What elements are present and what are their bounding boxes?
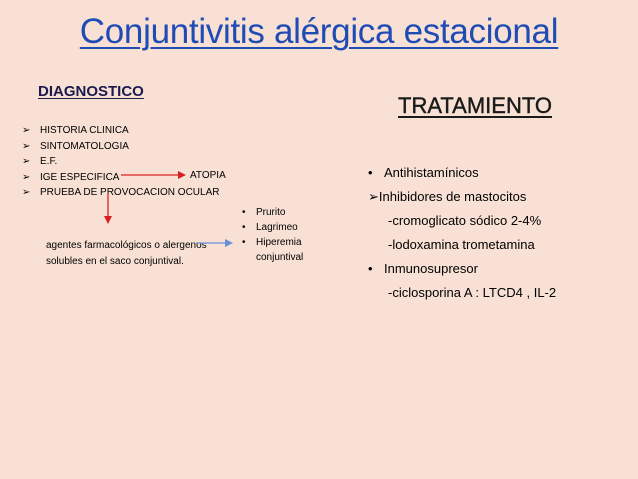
symptom-label: Hiperemia conjuntival <box>256 237 304 263</box>
diagnostico-item-label: E.F. <box>40 156 58 167</box>
diagnostico-item-label: HISTORIA CLINICA <box>40 125 129 136</box>
bullet-dot-icon: • <box>368 165 373 180</box>
tratamiento-subitem <box>368 233 556 257</box>
symptom-label: Lagrimeo <box>256 222 298 233</box>
bullet-dot-icon: • <box>242 222 246 233</box>
tratamiento-item <box>368 161 556 185</box>
symptom-label: Prurito <box>256 207 286 218</box>
diagnostico-heading: DIAGNOSTICO <box>38 83 144 100</box>
symptom-item <box>242 205 334 220</box>
agents-text: agentes farmacológicos o alergenos solubles en el saco conjuntival. <box>46 240 207 267</box>
diagnostico-item-label: PRUEBA DE PROVOCACION OCULAR <box>40 187 220 198</box>
tratamiento-item-label: -cromoglicato sódico 2-4% <box>388 213 542 228</box>
diagnostico-item <box>22 185 219 201</box>
arrowhead-bullet-icon: ➢ <box>22 140 31 152</box>
diagnostico-item-label: IGE ESPECIFICA <box>40 171 120 183</box>
arrowhead-bullet-icon: ➢ <box>22 156 31 167</box>
tratamiento-item <box>368 185 556 209</box>
tratamiento-item-label: Inhibidores de mastocitos <box>378 189 527 204</box>
diagnostico-item <box>22 154 219 170</box>
tratamiento-item-label: -lodoxamina trometamina <box>388 237 535 252</box>
check-arrow-icon: ➢ <box>368 189 379 204</box>
page-title: Conjuntivitis alérgica estacional <box>79 12 559 51</box>
tratamiento-subitem <box>368 281 556 305</box>
symptom-item <box>242 220 334 235</box>
tratamiento-list <box>368 161 556 305</box>
tratamiento-item-label: -ciclosporina A : LTCD4 , IL-2 <box>388 285 557 300</box>
diagnostico-list <box>22 123 219 201</box>
tratamiento-item-label: Antihistamínicos <box>384 165 479 180</box>
diagnostico-item <box>22 139 219 155</box>
tratamiento-item <box>368 257 556 281</box>
tratamiento-subitem <box>368 209 556 233</box>
atopia-label: ATOPIA <box>190 170 226 181</box>
bullet-dot-icon: • <box>368 261 373 276</box>
symptom-item <box>242 235 334 265</box>
arrowhead-bullet-icon: ➢ <box>22 171 31 183</box>
arrowhead-bullet-icon: ➢ <box>22 187 31 198</box>
bullet-dot-icon: • <box>242 207 246 218</box>
tratamiento-item-label: Inmunosupresor <box>384 261 478 276</box>
tratamiento-heading: TRATAMIENTO <box>398 93 552 118</box>
diagnostico-item-label: SINTOMATOLOGIA <box>40 140 129 152</box>
arrowhead-bullet-icon: ➢ <box>22 125 31 136</box>
bullet-dot-icon: • <box>242 237 246 248</box>
diagnostico-item <box>22 123 219 139</box>
symptoms-list <box>242 205 334 265</box>
